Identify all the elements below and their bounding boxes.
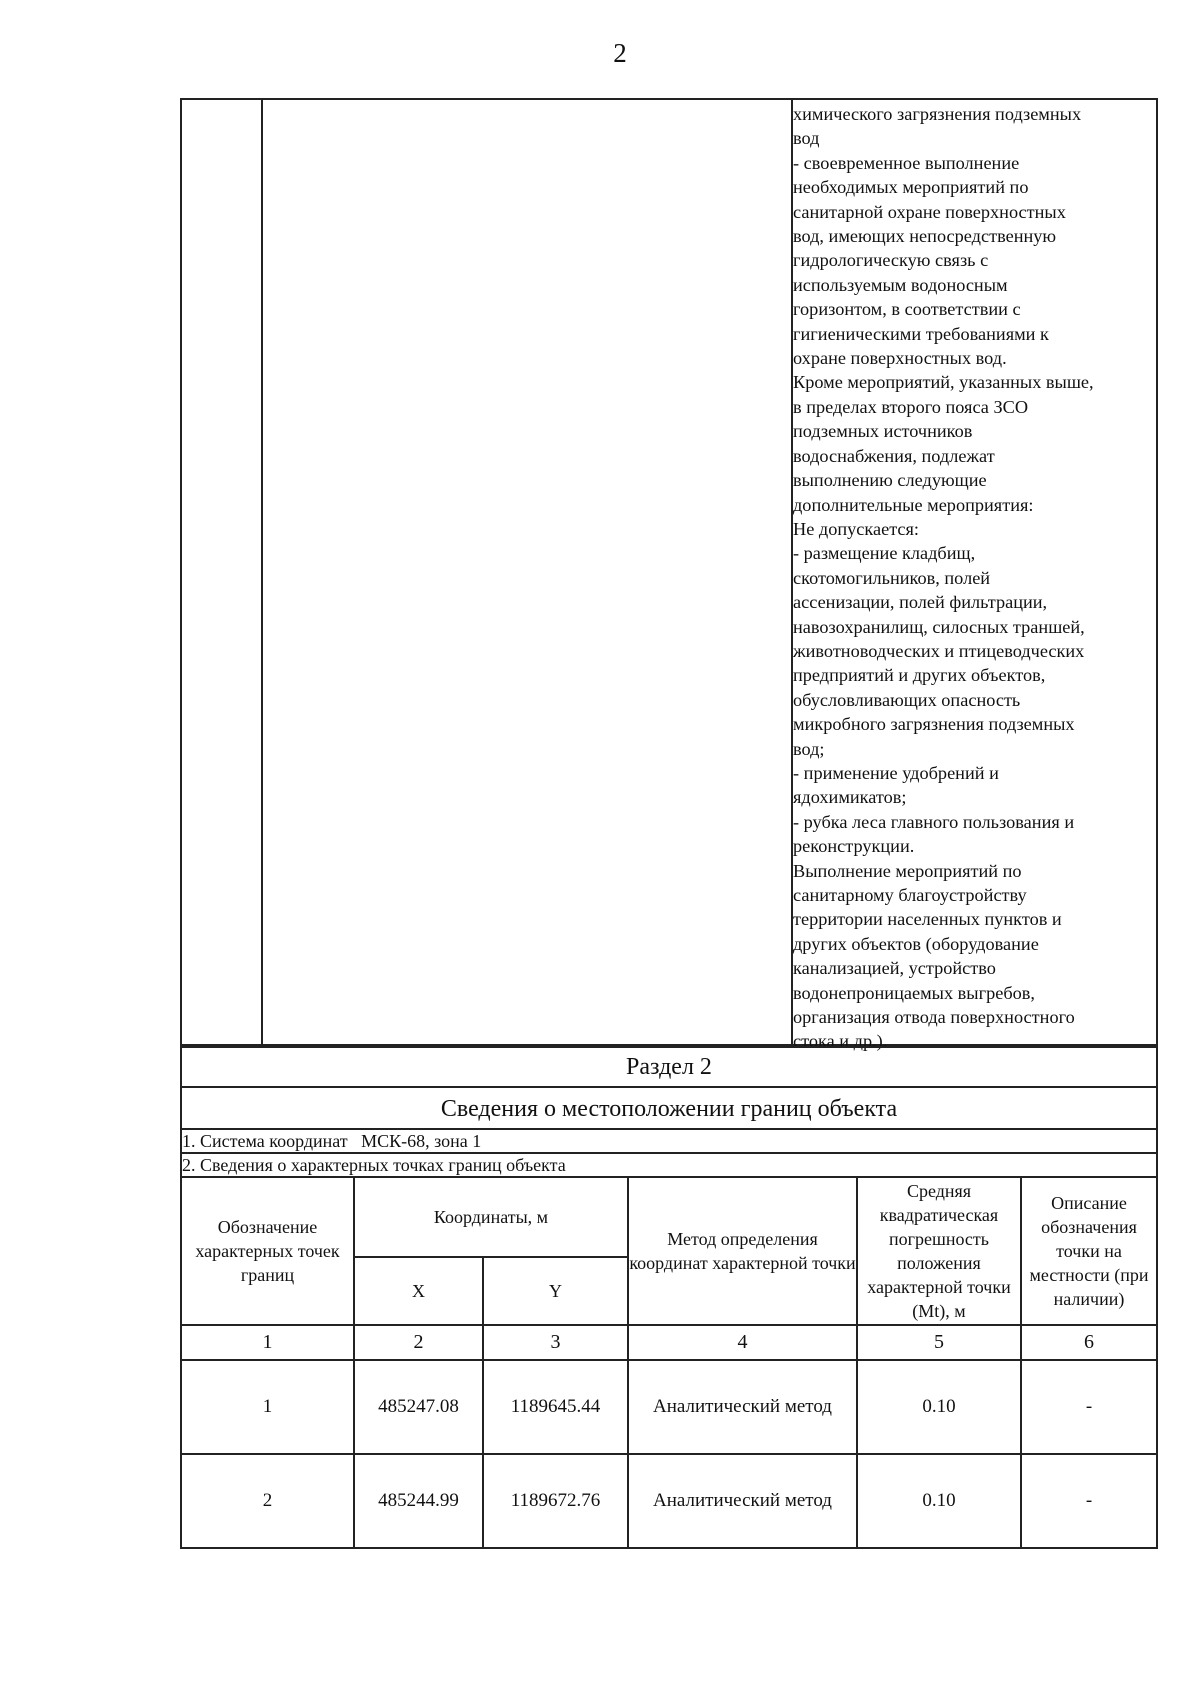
text-line: канализацией, устройство (793, 958, 996, 979)
text-line: водонепроницаемых выгребов, (793, 982, 1035, 1003)
text-line: химического загрязнения подземных (793, 104, 1082, 124)
text-line: горизонтом, в соответствии с (793, 299, 1021, 320)
text-line: ядохимикатов; (793, 787, 907, 808)
text-line: организация отвода поверхностного (793, 1007, 1075, 1028)
text-line: стока и др.). (793, 1031, 888, 1052)
cell-description: - (1021, 1454, 1156, 1547)
cell-designation: 2 (182, 1454, 354, 1547)
text-line: других объектов (оборудование (793, 933, 1039, 954)
table-row (182, 1454, 1156, 1547)
coordinate-system-line (182, 1128, 1156, 1152)
text-line: гигиеническими требованиями к (793, 323, 1049, 344)
text-line: выполнению следующие (793, 470, 987, 491)
cell-error: 0.10 (857, 1454, 1021, 1547)
measures-continuation-block (180, 98, 1158, 1052)
table-row (182, 1360, 1156, 1454)
column-number: 1 (182, 1325, 354, 1360)
section-subtitle: Сведения о местоположении границ объекта (182, 1086, 1156, 1128)
text-line: вод; (793, 738, 825, 759)
text-line: санитарному благоустройству (793, 885, 1027, 905)
text-line: обусловливающих опасность (793, 689, 1021, 710)
cell-error: 0.10 (857, 1360, 1021, 1454)
text-line: территории населенных пунктов и (793, 909, 1062, 930)
section-title: Раздел 2 (182, 1046, 1156, 1086)
cell-x: 485247.08 (354, 1360, 483, 1454)
text-line: - применение удобрений и (793, 762, 999, 783)
column-number: 4 (628, 1325, 857, 1360)
text-line: дополнительные мероприятия: (793, 494, 1034, 515)
column-number: 6 (1021, 1325, 1156, 1360)
header-description: Описание обозначения точки на местности (при наличии) (1021, 1178, 1156, 1325)
text-line: вод (793, 128, 820, 149)
text-line: водоснабжения, подлежат (793, 445, 995, 466)
column-numbers-row (182, 1325, 1156, 1360)
column-number: 5 (857, 1325, 1021, 1360)
cell-method: Аналитический метод (628, 1454, 857, 1547)
text-line: вод, имеющих непосредственную (793, 226, 1057, 247)
page-number: 2 (613, 38, 627, 68)
text-line: - рубка леса главного пользования и (793, 811, 1075, 832)
header-x: X (354, 1257, 483, 1325)
measures-text (793, 102, 1158, 1054)
text-line: используемым водоносным (793, 274, 1008, 295)
cell-y: 1189645.44 (483, 1360, 628, 1454)
points-heading: 2. Сведения о характерных точках границ объекта (182, 1152, 1156, 1176)
text-line: охране поверхностных вод. (793, 348, 1007, 369)
text-line: предприятий и других объектов, (793, 665, 1046, 686)
text-line: санитарной охране поверхностных (793, 201, 1066, 222)
text-line: Не допускается: (793, 518, 920, 539)
column-divider (261, 100, 263, 1044)
text-line: гидрологическую связь с (793, 250, 989, 271)
cell-y: 1189672.76 (483, 1454, 628, 1547)
cell-designation: 1 (182, 1360, 354, 1454)
text-line: в пределах второго пояса ЗСО (793, 396, 1029, 417)
text-line: микробного загрязнения подземных (793, 714, 1075, 735)
header-y: Y (483, 1257, 628, 1325)
text-line: Кроме мероприятий, указанных выше, (793, 372, 1094, 393)
column-number: 2 (354, 1325, 483, 1360)
text-line: - размещение кладбищ, (793, 543, 976, 564)
header-coordinates: Координаты, м (354, 1178, 628, 1257)
coordinate-system-value: МСК-68, зона 1 (361, 1131, 482, 1151)
text-line: навозохранилищ, силосных траншей, (793, 616, 1085, 637)
text-line: ассенизации, полей фильтрации, (793, 592, 1048, 613)
text-line: Выполнение мероприятий по (793, 860, 1022, 881)
section-2-block (180, 1046, 1158, 1549)
header-error: Средняя квадратическая погрешность положения характерной точки (Mt), м (857, 1178, 1021, 1325)
cell-method: Аналитический метод (628, 1360, 857, 1454)
text-line: скотомогильников, полей (793, 567, 991, 588)
text-line: необходимых мероприятий по (793, 177, 1029, 198)
header-method: Метод определения координат характерной точки (628, 1178, 857, 1325)
points-table (182, 1178, 1156, 1547)
text-line: - своевременное выполнение (793, 152, 1020, 173)
text-line: подземных источников (793, 421, 973, 442)
column-number: 3 (483, 1325, 628, 1360)
cell-description: - (1021, 1360, 1156, 1454)
coordinate-system-label: 1. Система координат (182, 1131, 348, 1151)
cell-x: 485244.99 (354, 1454, 483, 1547)
header-designation: Обозначение характерных точек границ (182, 1178, 354, 1325)
text-line: реконструкции. (793, 836, 915, 857)
text-line: животноводческих и птицеводческих (793, 640, 1085, 661)
points-table-wrapper (182, 1176, 1156, 1547)
